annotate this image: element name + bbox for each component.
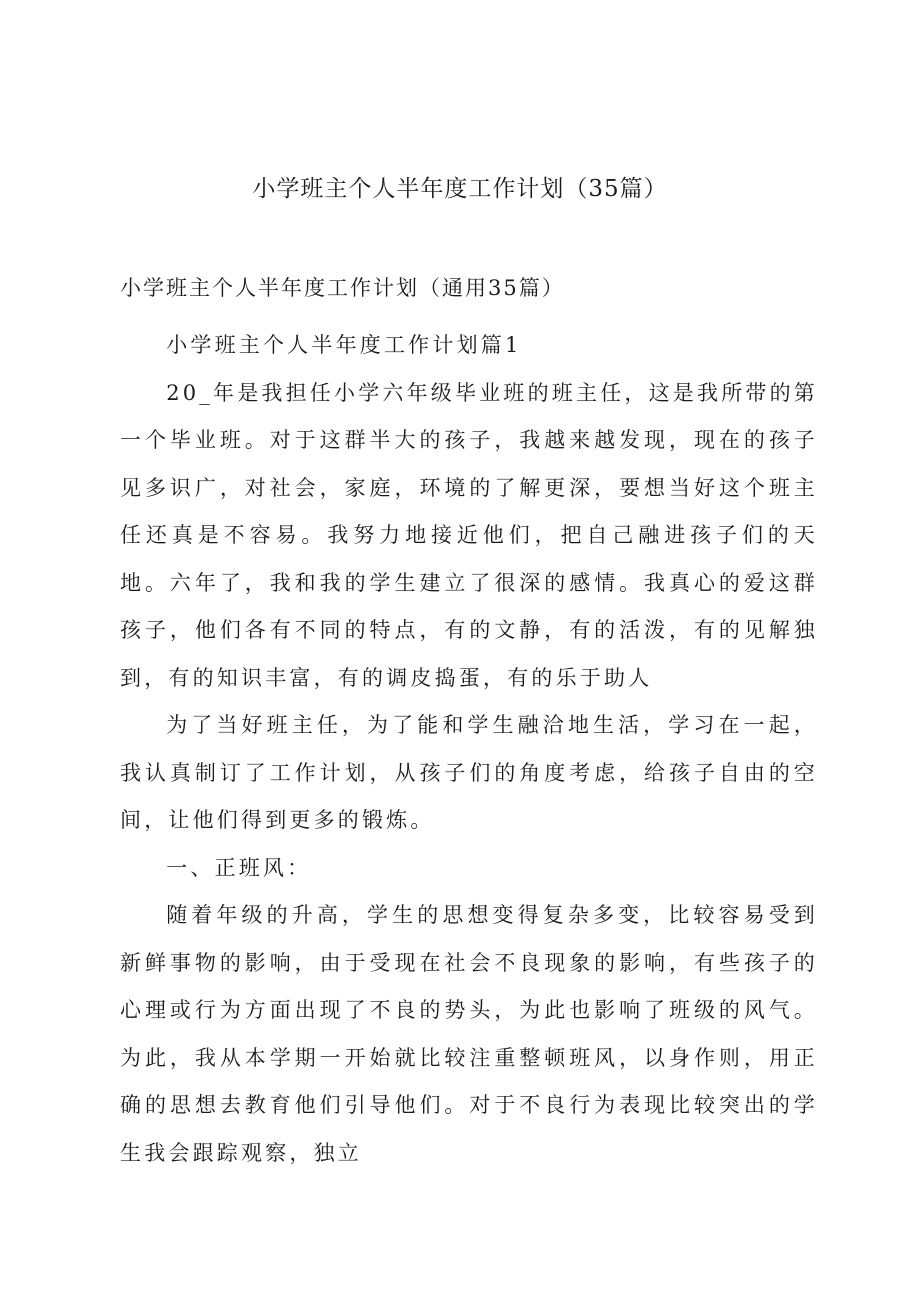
document-title: 小学班主个人半年度工作计划（35篇） (252, 176, 668, 202)
body-paragraph: 随着年级的升高，学生的思想变得复杂多变，比较容易受到新鲜事物的影响，由于受现在社会不良现象的影响，有些孩子的心理或行为方面出现了不良的势头，为此也影响了班级的风气。为此，我从本学期一开始就比较注重整顿班风，以身作则，用正确的思想去教育他们引导他们。对于不良行为表现比较突出的学生我会跟踪观察，独立 (120, 903, 818, 1165)
section-heading: 一、正班风： (166, 855, 312, 880)
section-heading: 小学班主个人半年度工作计划篇1 (166, 333, 522, 357)
body-paragraph: 20_年是我担任小学六年级毕业班的班主任，这是我所带的第一个毕业班。对于这群半大的孩子，我越来越发现，现在的孩子见多识广，对社会，家庭，环境的了解更深，要想当好这个班主任还真是不容易。我努力地接近他们，把自己融进孩子们的天地。六年了，我和我的学生建立了很深的感情。我真心的爱这群孩子，他们各有不同的特点，有的文静，有的活泼，有的见解独到，有的知识丰富，有的调皮捣蛋，有的乐于助人 (120, 380, 819, 690)
document-subtitle: 小学班主个人半年度工作计划（通用35篇） (120, 276, 565, 300)
document-body (120, 322, 818, 1177)
body-paragraph: 为了当好班主任，为了能和学生融洽地生活，学习在一起，我认真制订了工作计划，从孩子们的角度考虑，给孩子自由的空间，让他们得到更多的锻炼。 (120, 713, 818, 832)
